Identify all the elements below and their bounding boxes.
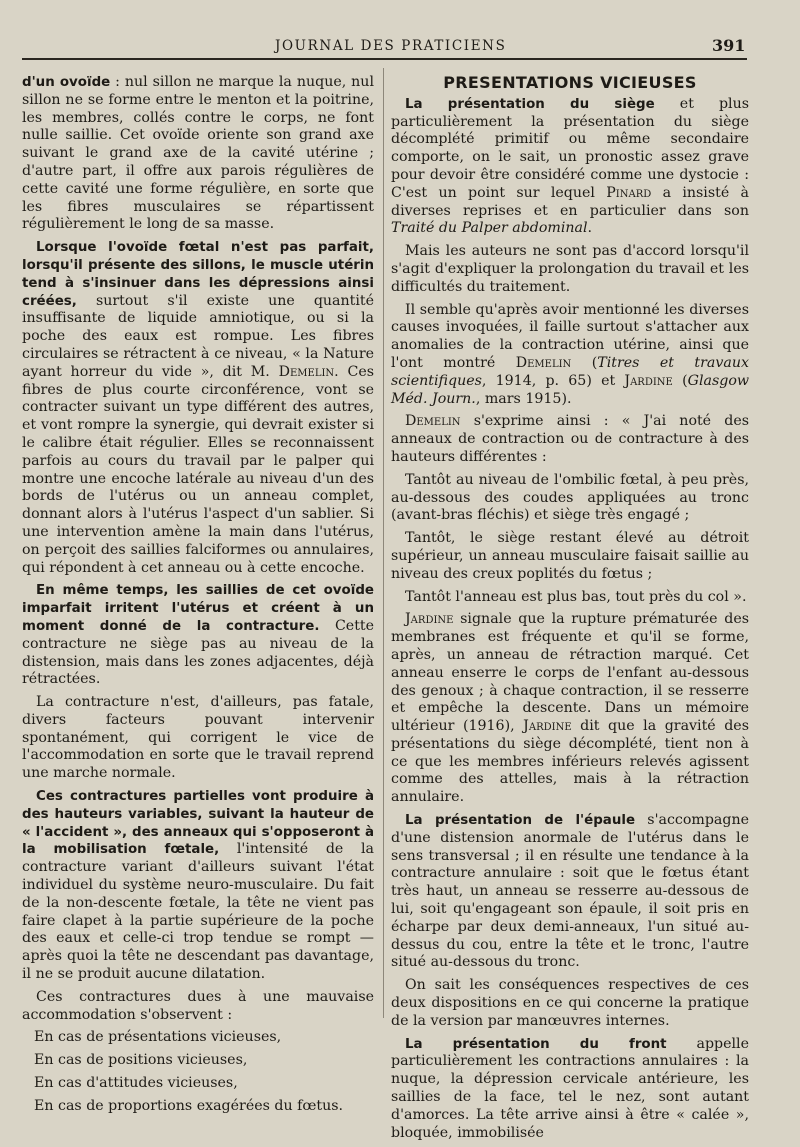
page-number: 391: [712, 36, 746, 55]
paragraph-text: l'intensité de la contracture variant d'ailleurs suivant l'état individuel du système neuro-musculaire. Du fait de la non-descente fœtale, la tête ne vient pas faire clapet à la partie supérieure de la poche des eaux et celle-ci trop tendue se rompt — après quoi la tête ne descendant pas davantage, il ne se produit aucune dilatation.: [22, 841, 374, 983]
paragraph-text: surtout s'il existe une quantité insuffisante de liquide amniotique, ou si la poche des eaux est rompue. Les fibres circulaires se rétractent à ce niveau, « la Nature ayant horreur du vide », dit M.: [22, 292, 374, 380]
paragraph: [391, 472, 749, 525]
bold-lead: La présentation du front: [405, 1036, 667, 1052]
paragraph: [391, 243, 749, 296]
paragraph: [22, 788, 374, 984]
paragraph-text: Tantôt au niveau de l'ombilic fœtal, à peu près, au-dessous des coudes appliquées au tronc (avant-bras fléchis) et siège très engagé ;: [391, 471, 749, 524]
paragraph: [22, 989, 374, 1025]
bold-lead: En même temps, les saillies de cet ovoïde imparfait irritent l'utérus et créent à un moment donné de la contracture.: [22, 583, 374, 634]
author-name: Demelin: [515, 354, 572, 371]
paragraph-text: (: [672, 372, 688, 389]
paragraph-text: et plus particulièrement la présentation du siège décomplété primitif ou même secondaire comporte, on le sait, un pronostic assez grave pour devoir être considéré comme une dystocie : C'est un point sur lequel: [391, 95, 750, 201]
author-name: Demelin: [405, 413, 461, 430]
paragraph-text: appelle particulièrement les contractions annulaires : la nuque, la dépression cervicale antérieure, les saillies de la face, tel le nez, sont autant d'amorces. La tête arrive ainsi à être « calée », bloquée, immobilisée: [391, 1035, 749, 1141]
paragraph: [391, 96, 749, 238]
book-title: Traité du Palper abdominal: [391, 220, 588, 237]
paragraph-text: On sait les conséquences respectives de ces deux dispositions en ce qui concerne la pratique de la version par manœuvres internes.: [391, 977, 749, 1029]
paragraph: [391, 1036, 749, 1143]
paragraph-text: , 1914, p. 65) et: [481, 372, 625, 389]
bold-lead: La présentation du siège: [405, 96, 655, 112]
running-header: [0, 34, 800, 60]
header-rule: [22, 58, 747, 60]
citation-title: Titres et travaux scientifiques: [391, 354, 749, 389]
author-name: Demelin: [278, 363, 335, 380]
bold-lead: La présentation de l'épaule: [405, 813, 636, 829]
author-name: Jardine: [523, 718, 572, 735]
paragraph: [391, 611, 749, 807]
paragraph-text: La contracture n'est, d'ailleurs, pas fatale, divers facteurs pouvant intervenir spontanément, qui corrigent le vice de l'accommodation en sorte que le travail reprend une marche normale.: [22, 694, 374, 782]
paragraph: [22, 74, 374, 234]
paragraph: [391, 413, 749, 466]
paragraph: [22, 239, 374, 577]
paragraph-text: (: [571, 354, 598, 371]
author-name: Jardine: [624, 372, 673, 389]
list-item: En cas de présentations vicieuses,: [34, 1029, 282, 1046]
author-name: Pinard: [606, 184, 652, 201]
citation-title: Glasgow Méd. Journ.: [391, 372, 750, 407]
paragraph-text: , mars 1915).: [475, 390, 572, 407]
journal-title: JOURNAL DES PRATICIENS: [275, 38, 507, 54]
list-item: En cas de proportions exagérées du fœtus.: [34, 1097, 344, 1114]
paragraph: [391, 589, 749, 607]
paragraph-text: Tantôt l'anneau est plus bas, tout près du col ».: [405, 588, 747, 605]
list-item: En cas d'attitudes vicieuses,: [34, 1075, 238, 1092]
paragraph-text: signale que la rupture prématurée des membranes est fréquente et qu'il se forme, après, un anneau de rétraction marqué. Cet anneau enserre le corps de l'enfant au-dessous des genoux ; à chaque contraction, il se resserre et empêche la descente. Dans un mémoire ultérieur (1916),: [391, 611, 749, 735]
paragraph-text: . Ces fibres de plus courte circonférence, vont se contracter suivant un type différent des autres, et vont rompre la synergie, qui devrait exister si le calibre était régulier. Elles se reconnaissent parfois au cours du travail par le palper qui montre une encoche latérale au niveau d'un des bords de l'utérus ou un anneau complet, donnant alors à l'utérus l'aspect d'un sablier. Si une intervention amène la main dans l'utérus, on perçoit des saillies falciformes ou annulaires, qui répondent à cet anneau ou à cette encoche.: [22, 363, 374, 576]
paragraph-text: Ces contractures dues à une mauvaise accommodation s'observent :: [22, 988, 374, 1023]
paragraph: [22, 694, 374, 783]
bold-lead: Lorsque l'ovoïde fœtal n'est pas parfait, lorsqu'il présente des sillons, le muscle utérin tend à s'insinuer dans les dépressions ainsi créées,: [22, 240, 374, 309]
paragraph: [391, 302, 749, 409]
paragraph-text: Mais les auteurs ne sont pas d'accord lorsqu'il s'agit d'expliquer la prolongation du travail et les difficultés du traitement.: [391, 243, 749, 295]
right-column: [391, 74, 749, 1147]
paragraph-text: .: [587, 220, 593, 237]
paragraph-text: dit que la gravité des présentations du siège décomplété, tient non à ce que les membres inférieurs relevés agissent comme des attelles, mais à la rétraction annulaire.: [391, 718, 749, 806]
paragraph-text: s'exprime ainsi : « J'ai noté des anneaux de contraction ou de contracture à des hauteurs différentes :: [391, 413, 749, 465]
column-divider: [383, 68, 384, 1018]
left-column: [22, 74, 374, 1121]
paragraph-text: a insisté à diverses reprises et en particulier dans son: [391, 184, 749, 219]
paragraph-text: Tantôt, le siège restant élevé au détroit supérieur, un anneau musculaire faisait saillie au niveau des creux poplités du fœtus ;: [391, 530, 749, 582]
bold-lead: Ces contractures partielles vont produire à des hauteurs variables, suivant la hauteur de « l'accident », des anneaux qui s'opposeront à la mobilisation fœtale,: [22, 789, 374, 858]
paragraph-text: Il semble qu'après avoir mentionné les diverses causes invoquées, il faille surtout s'attacher aux anomalies de la contraction utérine, ainsi que l'ont montré: [391, 301, 749, 371]
paragraph-text: s'accompagne d'une distension anormale de l'utérus dans le sens transversal ; il en résulte une tendance à la contracture annulaire : soit que le fœtus étant très haut, un anneau se resserre au-dessous de lui, soit qu'engageant son épaule, il soit pris en écharpe par deux demi-anneaux, l'un situé au-dessus du cou, entre la tête et le tronc, l'autre situé au-dessous du tronc.: [391, 812, 749, 971]
bold-lead: d'un ovoïde: [22, 75, 111, 90]
paragraph: [391, 530, 749, 583]
paragraph: [391, 812, 749, 972]
section-title: PRESENTATIONS VICIEUSES: [443, 73, 697, 92]
paragraph: [22, 582, 374, 689]
list-item: En cas de positions vicieuses,: [34, 1052, 248, 1069]
paragraph-text: Cette contracture ne siège pas au niveau de la distension, mais dans les zones adjacentes, déjà rétractées.: [22, 617, 374, 688]
paragraph: [391, 977, 749, 1030]
author-name: Jardine: [405, 611, 454, 628]
paragraph-text: : nul sillon ne marque la nuque, nul sillon ne se forme entre le menton et la poitrine, les membres, collés contre le corps, ne font nulle saillie. Cet ovoïde oriente son grand axe suivant le grand axe de la cavité utérine ; d'autre part, il offre aux parois régulières de cette cavité une forme régulière, en sorte que les fibres musculaires se répartissent régulièrement le long de sa masse.: [22, 74, 374, 233]
